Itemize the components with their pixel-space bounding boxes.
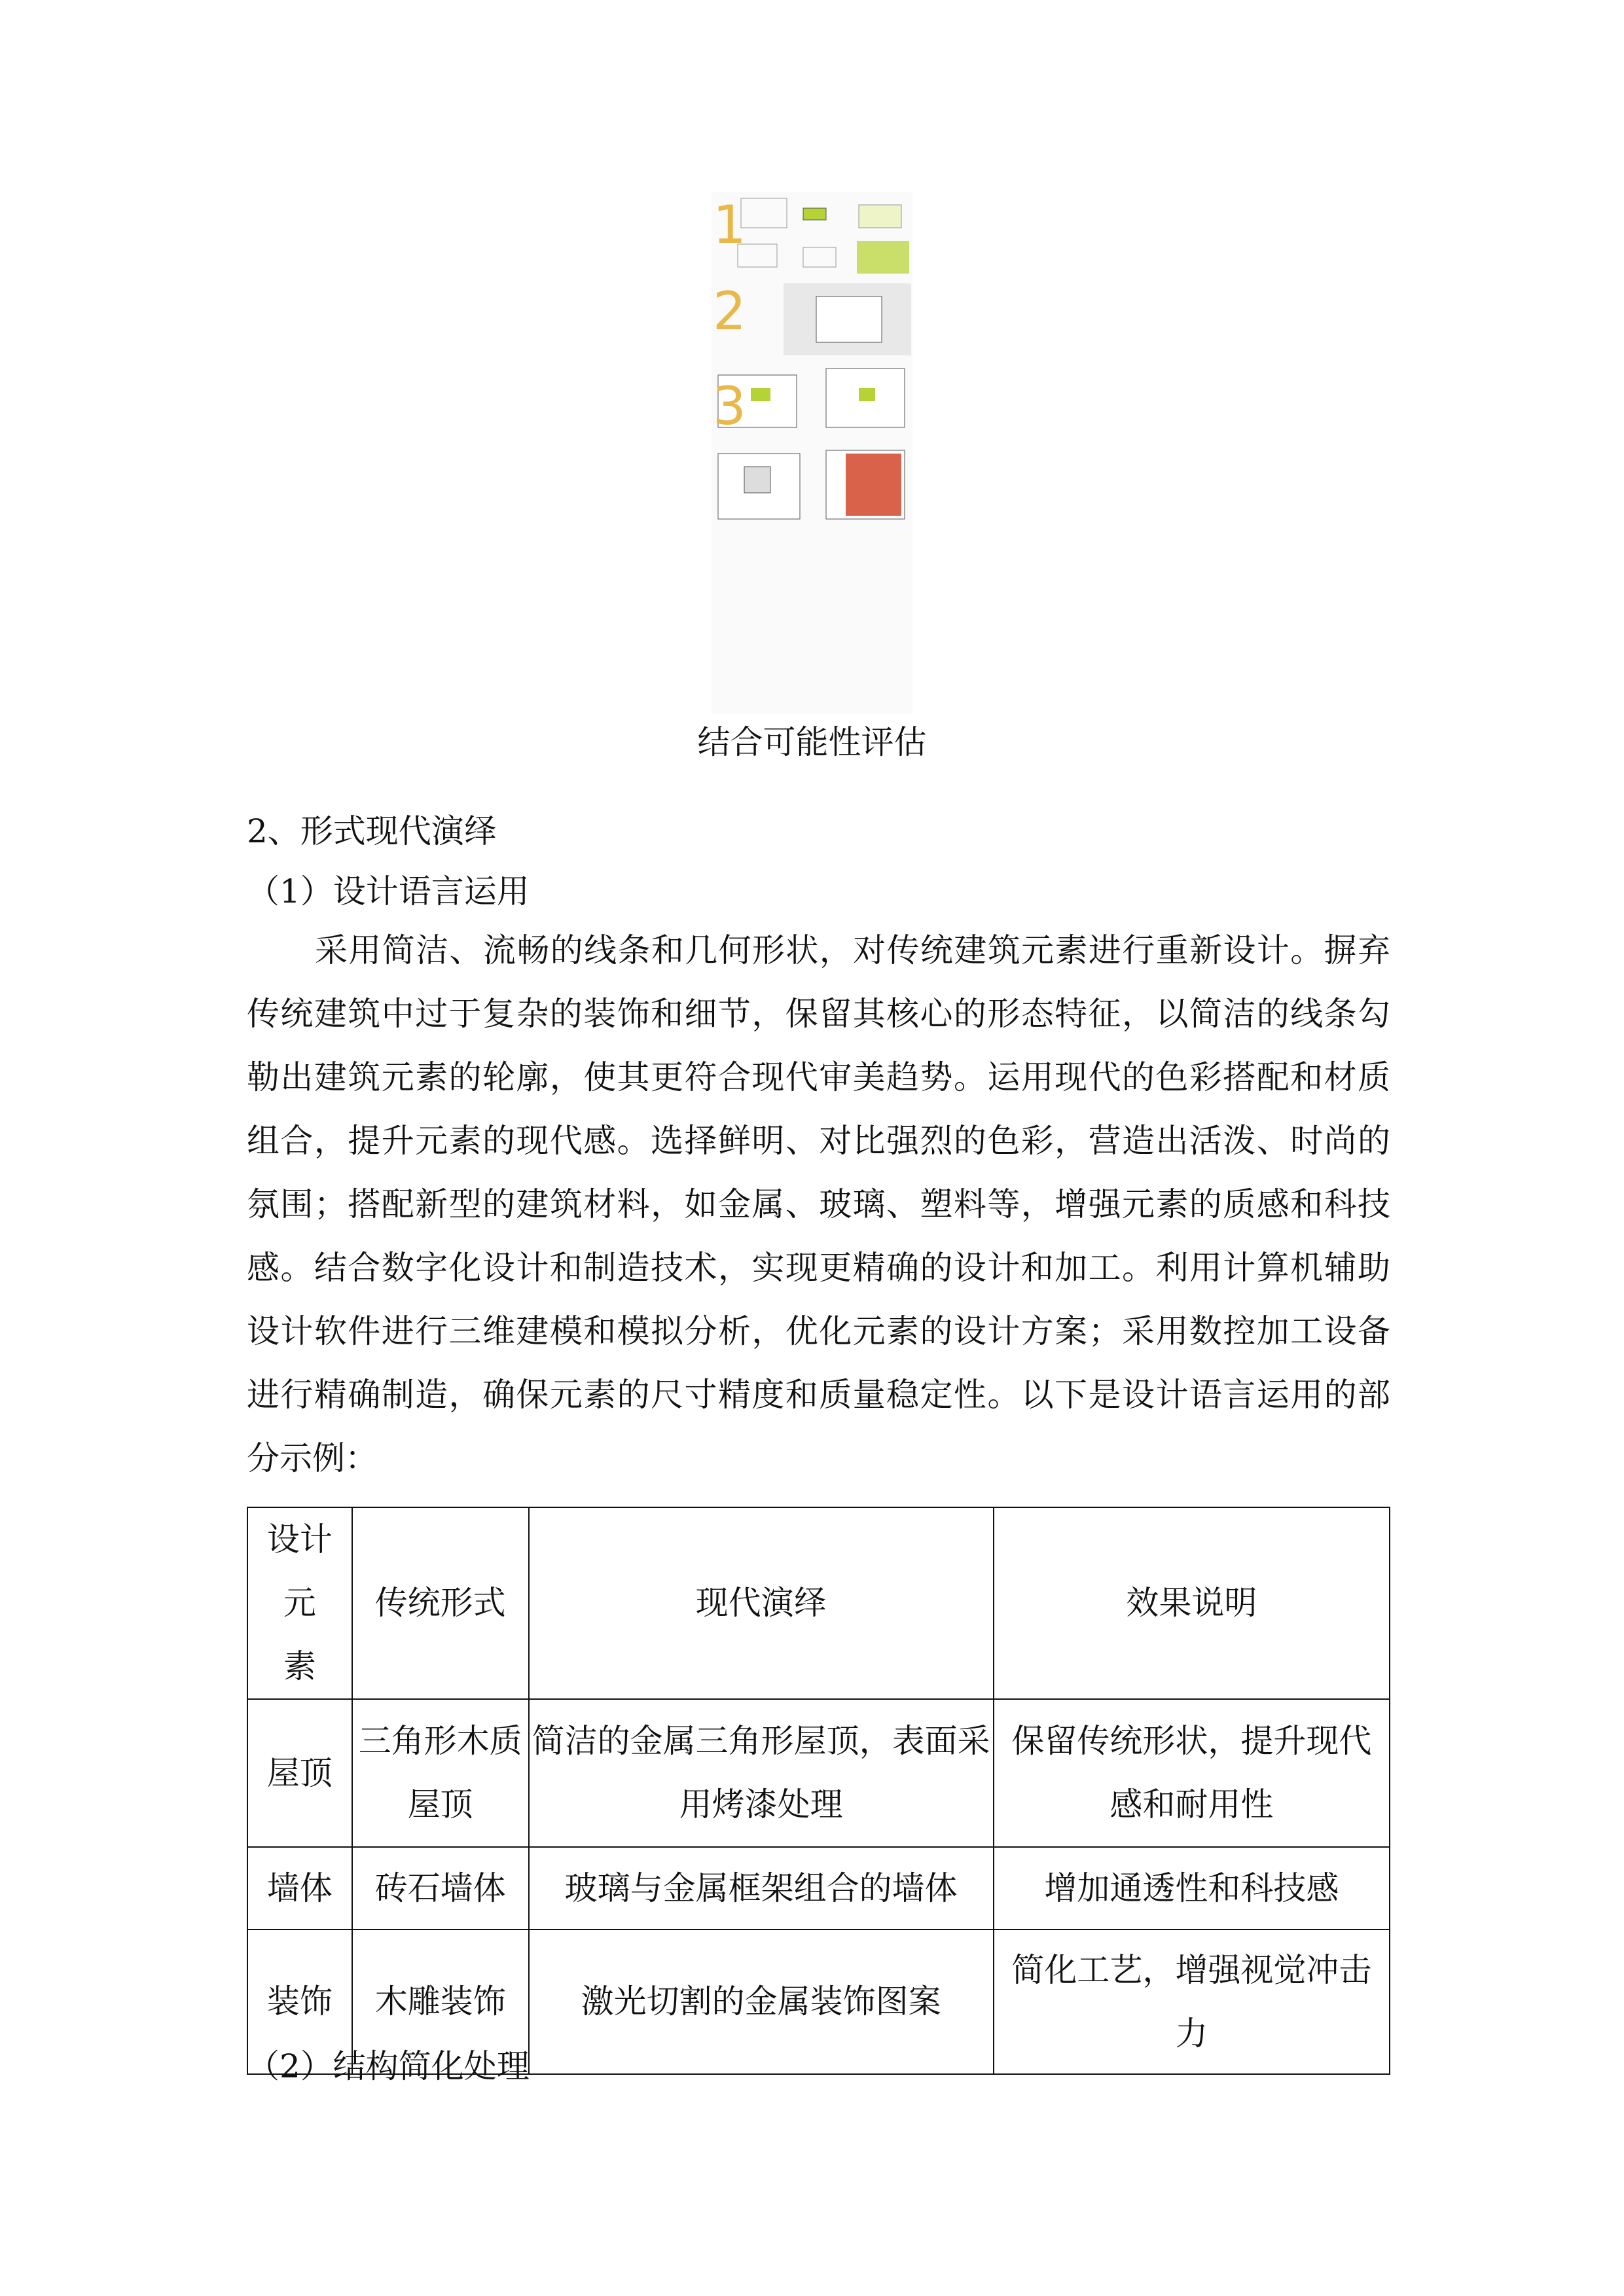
table-cell: 装饰 <box>247 1929 352 2074</box>
table-row <box>247 1847 1390 1929</box>
numeral-2-graphic: 2 <box>713 281 746 342</box>
paragraph-line: 氛围；搭配新型的建筑材料，如金属、玻璃、塑料等，增强元素的质感和科技 <box>247 1185 1390 1223</box>
table-cell: 增加通透性和科技感 <box>994 1847 1390 1929</box>
architecture-diagram-figure <box>712 192 912 713</box>
table-row <box>247 1699 1390 1847</box>
numeral-3-graphic: 3 <box>713 376 746 437</box>
section-heading: 2、形式现代演绎 <box>247 812 497 850</box>
paragraph-line: 设计软件进行三维建模和模拟分析，优化元素的设计方案；采用数控加工设备 <box>247 1312 1390 1350</box>
table-cell: 三角形木质 屋顶 <box>352 1699 529 1847</box>
paragraph-line: 分示例： <box>247 1439 378 1477</box>
step-2-massing <box>784 283 911 355</box>
subheading-structure-simplification: （2）结构简化处理 <box>247 2047 530 2085</box>
paragraph-line: 传统建筑中过于复杂的装饰和细节，保留其核心的形态特征，以简洁的线条勾 <box>247 995 1390 1033</box>
header-cell: 传统形式 <box>352 1507 529 1699</box>
paragraph-line: 勒出建筑元素的轮廓，使其更符合现代审美趋势。运用现代的色彩搭配和材质 <box>247 1058 1390 1096</box>
table-cell: 激光切割的金属装饰图案 <box>529 1929 994 2074</box>
header-cell: 现代演绎 <box>529 1507 994 1699</box>
body-paragraph <box>247 919 1390 1490</box>
table-cell: 保留传统形状，提升现代 感和耐用性 <box>994 1699 1390 1847</box>
paragraph-line: 感。结合数字化设计和制造技术，实现更精确的设计和加工。利用计算机辅助 <box>247 1249 1390 1287</box>
paragraph-line: 进行精确制造，确保元素的尺寸精度和质量稳定性。以下是设计语言运用的部 <box>247 1376 1390 1414</box>
table-cell: 玻璃与金属框架组合的墙体 <box>529 1847 994 1929</box>
table-cell: 简洁的金属三角形屋顶，表面采 用烤漆处理 <box>529 1699 994 1847</box>
figure-caption: 结合可能性评估 <box>697 723 927 761</box>
table-cell: 砖石墙体 <box>352 1847 529 1929</box>
table-cell: 屋顶 <box>247 1699 352 1847</box>
paragraph-line: 组合，提升元素的现代感。选择鲜明、对比强烈的色彩，营造出活泼、时尚的 <box>247 1122 1390 1160</box>
paragraph-line: 采用简洁、流畅的线条和几何形状，对传统建筑元素进行重新设计。摒弃 <box>315 931 1390 969</box>
subheading-design-language: （1）设计语言运用 <box>247 872 530 910</box>
header-cell: 设计元 素 <box>247 1507 352 1699</box>
table-cell: 木雕装饰 <box>352 1929 529 2074</box>
numeral-1-graphic: 1 <box>713 194 746 255</box>
table-header-row <box>247 1507 1390 1699</box>
header-cell: 效果说明 <box>994 1507 1390 1699</box>
table-cell: 简化工艺，增强视觉冲击 力 <box>994 1929 1390 2074</box>
design-language-table <box>247 1507 1390 2075</box>
table-cell: 墙体 <box>247 1847 352 1929</box>
